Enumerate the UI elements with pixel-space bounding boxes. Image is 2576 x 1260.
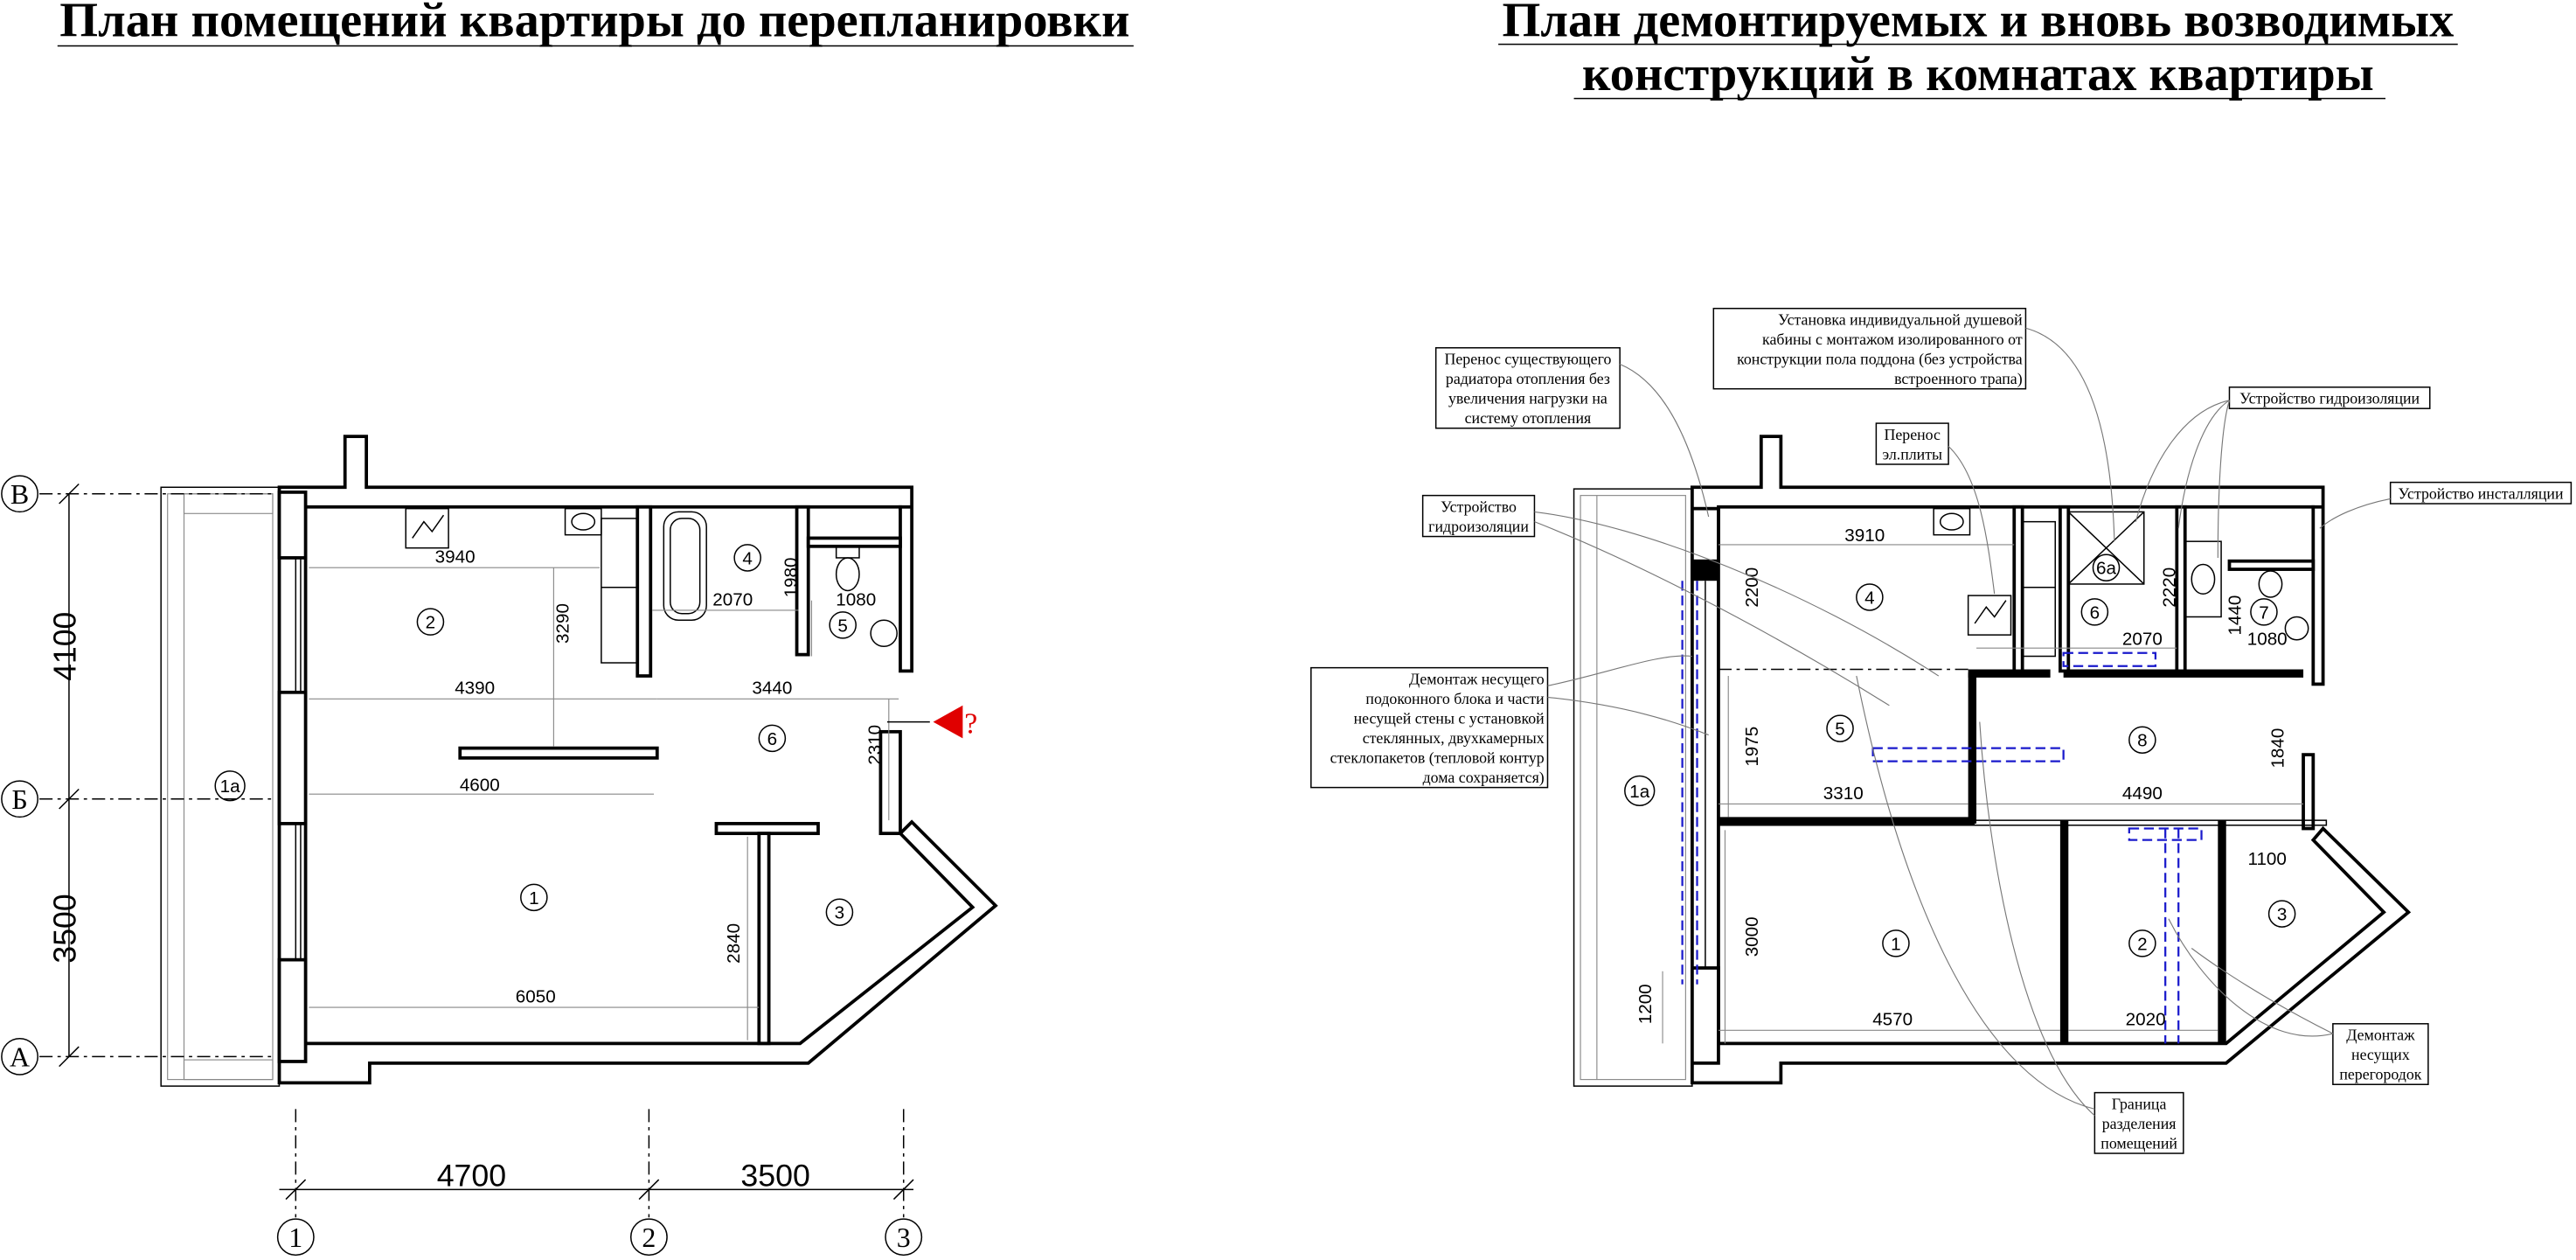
svg-text:Установка индивидуальной душев: Установка индивидуальной душевой [1778,310,2023,329]
svg-text:дома сохраняется): дома сохраняется) [1422,769,1545,786]
svg-text:1а: 1а [219,776,240,797]
dim-2220: 2220 [2159,567,2180,608]
left-partition-room3 [759,833,768,1043]
grid-row-a: А [10,1041,31,1073]
dim-3000: 3000 [1742,916,1763,957]
note-radiator [1436,348,1709,517]
svg-text:3: 3 [2276,904,2288,925]
left-sink [566,509,601,535]
dim-3910: 3910 [1844,526,1885,546]
svg-text:стеклянных, двухкамерных: стеклянных, двухкамерных [1362,728,1545,747]
grid-col-1: 1 [288,1222,303,1253]
right-outer-wall [1692,436,2408,1082]
note-demolish-sill [1311,656,1709,788]
demolished-elements [1683,581,2202,1043]
svg-text:2: 2 [2137,934,2148,955]
left-east-wall-upper [900,507,912,672]
svg-text:систему отопления: систему отопления [1464,409,1592,428]
svg-text:Граница: Граница [2111,1095,2167,1113]
svg-text:4: 4 [1864,588,1875,609]
svg-text:5: 5 [1835,719,1845,740]
dim-3290: 3290 [552,603,573,644]
left-plan [2,0,1134,1255]
section-marker-question: ? [964,707,978,741]
left-partition-bath [637,507,650,676]
svg-text:радиатора отопления без: радиатора отопления без [1445,370,1610,388]
dim-1080: 1080 [836,589,877,610]
svg-text:Демонтаж: Демонтаж [2346,1026,2415,1044]
left-basin [871,620,897,646]
left-toilet [837,546,859,558]
svg-text:6: 6 [767,728,778,749]
left-cabinet [601,519,637,663]
right-plan [1311,0,2572,1153]
left-stove [406,509,448,548]
dim-3940: 3940 [434,546,476,567]
svg-text:эл.плиты: эл.плиты [1882,445,1942,463]
dim-1980: 1980 [781,557,802,598]
dim-1100: 1100 [2247,848,2287,869]
svg-text:увеличения нагрузки на: увеличения нагрузки на [1448,389,1607,407]
svg-text:5: 5 [837,616,848,637]
right-toilet [2259,571,2281,597]
grid-col-2: 2 [642,1222,656,1253]
svg-text:3: 3 [834,902,845,923]
svg-text:Устройство: Устройство [1441,498,1517,516]
dim-2070: 2070 [712,589,753,610]
grid-col-3: 3 [896,1222,911,1253]
right-plan-title-line2: конструкций в комнатах квартиры [1582,47,2374,102]
dim-1840: 1840 [2267,727,2288,769]
svg-text:несущих: несущих [2351,1046,2410,1064]
svg-text:гидроизоляции: гидроизоляции [1428,517,1529,535]
axis-dim-3500-h: 3500 [740,1158,810,1194]
axis-dim-4700: 4700 [436,1158,507,1194]
svg-text:несущей стены с установкой: несущей стены с установкой [1353,709,1545,727]
svg-text:7: 7 [2259,602,2269,623]
svg-text:кабины с монтажом изолированно: кабины с монтажом изолированного от [1762,331,2023,349]
grid-row-b: Б [11,784,28,816]
svg-text:1: 1 [529,888,539,908]
dim-1440: 1440 [2225,595,2246,636]
note-install [2320,483,2572,529]
svg-text:конструкции пола поддона (без: конструкции пола поддона (без устройства [1737,350,2023,368]
section-marker-arrow [934,706,963,739]
right-cabinet [2023,522,2056,657]
dim-4570: 4570 [1872,1009,1913,1030]
svg-text:стеклопакетов (тепловой контур: стеклопакетов (тепловой контур [1330,748,1545,767]
dim-3310: 3310 [1823,783,1864,804]
svg-text:подоконного блока и части: подоконного блока и части [1365,689,1545,707]
svg-text:перегородок: перегородок [2339,1065,2422,1083]
svg-text:6: 6 [2089,602,2100,623]
svg-text:Перенос: Перенос [1884,425,1941,443]
left-vertical-axis [2,476,271,1075]
dim-1200: 1200 [1635,984,1656,1025]
dim-4600: 4600 [459,775,500,796]
dim-1080-r: 1080 [2246,629,2288,650]
new-partition-v3 [2218,820,2225,1043]
dim-1975: 1975 [1742,726,1763,767]
dim-2310: 2310 [864,724,885,765]
svg-text:Устройство гидроизоляции: Устройство гидроизоляции [2239,389,2420,407]
left-partial-wall [460,748,657,758]
svg-text:4: 4 [742,548,753,569]
dim-4490: 4490 [2121,783,2163,804]
dim-2840: 2840 [723,922,744,964]
dim-2020: 2020 [2125,1009,2166,1030]
svg-text:Демонтаж несущего: Демонтаж несущего [1408,670,1545,688]
right-washbasin [2185,541,2221,616]
svg-text:2: 2 [425,612,436,633]
dim-4390: 4390 [455,678,496,699]
svg-text:8: 8 [2137,730,2148,751]
axis-dim-4100: 4100 [47,611,83,681]
svg-text:Устройство инсталляции: Устройство инсталляции [2398,484,2564,503]
svg-text:6а: 6а [2096,558,2117,579]
left-horizontal-axis [278,1109,922,1255]
right-sink [1934,509,1969,535]
svg-text:1а: 1а [1629,781,1650,802]
svg-text:1: 1 [1891,934,1901,955]
demolished-pier [1692,561,1718,581]
right-plan-title-line1: План демонтируемых и вновь возводимых [1502,0,2454,48]
grid-row-v: В [10,479,30,511]
new-partition-h1 [1718,817,1975,825]
dim-2200: 2200 [1742,567,1763,608]
svg-text:встроенного трапа): встроенного трапа) [1894,370,2023,388]
dim-3440: 3440 [752,678,793,699]
svg-text:разделения: разделения [2101,1114,2177,1132]
axis-dim-3500: 3500 [47,894,83,964]
svg-text:помещений: помещений [2100,1134,2177,1152]
dim-2070-r: 2070 [2121,629,2163,650]
left-plan-title: План помещений квартиры до перепланировки [59,0,1130,48]
dim-6050: 6050 [515,986,556,1007]
new-partition-v2 [2060,820,2068,1043]
svg-text:Перенос существующего: Перенос существующего [1444,350,1612,368]
